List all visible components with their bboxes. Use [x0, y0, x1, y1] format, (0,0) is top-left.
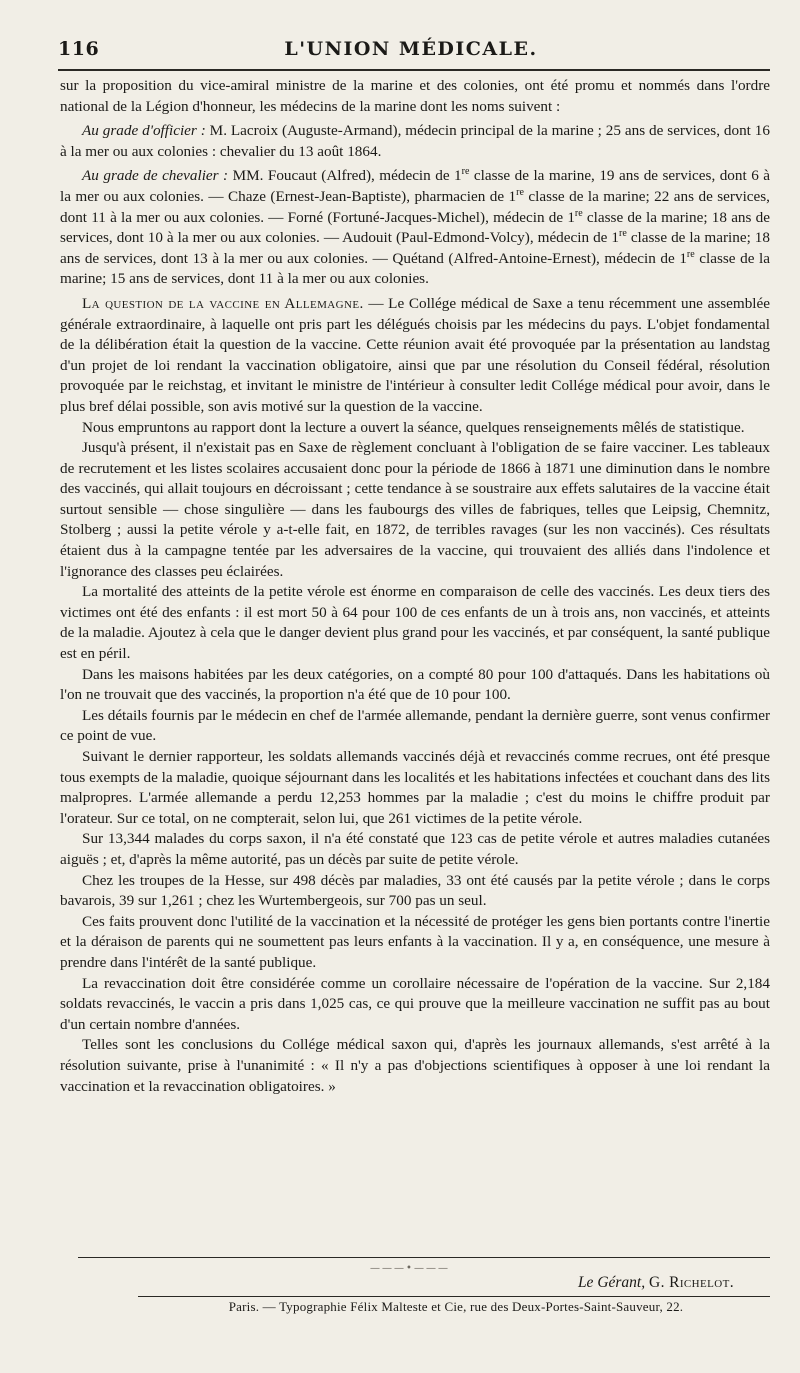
intro-paragraph: sur la proposition du vice-amiral ministre de la marine et des colonies, ont été promu et nommés dans l'ordre national de la Légion d'honneur, les médecins de la marine dont les noms suivent : [60, 77, 770, 115]
page-header [58, 32, 764, 66]
ornament-divider: ———•——— [370, 1263, 450, 1274]
paragraph: Nous empruntons au rapport dont la lecture a ouvert la séance, quelques renseignements mêlés de statistique. [82, 418, 745, 436]
chevalier-text-6: classe de la marine; 15 ans de services, dont 11 à la mer ou aux colonies. [60, 249, 770, 288]
chevalier-label: Au grade de chevalier : [82, 167, 229, 185]
chevalier-paragraph [60, 166, 770, 290]
ordinal-sup: re [619, 228, 627, 240]
signature-label: Le Gérant, [577, 1274, 646, 1291]
officer-text: M. Lacroix (Auguste-Armand), médecin principal de la marine ; 25 ans de services, dont 16 à la mer ou aux colonies : chevalier du 13 août 1864. [60, 122, 770, 160]
body-text [60, 76, 770, 1097]
paragraph: Telles sont les conclusions du Collége médical saxon qui, d'après les journaux allemands, s'est arrêté à la résolution suivante, prise à l'unanimité : « Il n'y a pas d'objections scientifiques à opposer à une loi rendant la vaccination et la revaccination obligatoires. » [60, 1036, 770, 1095]
running-title: L'UNION MÉDICALE. [284, 38, 538, 60]
header-rule [58, 69, 770, 71]
paragraph: Les détails fournis par le médecin en chef de l'armée allemande, pendant la dernière guerre, sont venus confirmer ce point de vue. [60, 706, 770, 745]
chevalier-text-1: MM. Foucaut (Alfred), médecin de 1 [228, 167, 462, 185]
chevalier-text-3: classe de la marine; 22 ans de services, dont 11 à la mer ou aux colonies. — Forné (Fortuné-Jacques-Michel), médecin de 1 [60, 187, 770, 226]
ordinal-sup: re [461, 166, 470, 178]
footer-rule [78, 1257, 770, 1258]
paragraph: Sur 13,344 malades du corps saxon, il n'a été constaté que 123 cas de petite vérole et autres maladies cutanées aiguës ; et, d'après la même autorité, pas un décès par suite de petite vérole. [60, 830, 770, 868]
article-first-paragraph [60, 294, 770, 418]
paragraph: Chez les troupes de la Hesse, sur 498 décès par maladies, 33 ont été causés par la petite vérole ; dans le corps bavarois, 39 sur 1,261 ; chez les Wurtembergeois, sur 700 pas un seul. [60, 871, 770, 910]
paragraph: Ces faits prouvent donc l'utilité de la vaccination et la nécessité de protéger les gens bien portants contre l'inertie et la déraison de parents qui ne soumettent pas leurs enfants à la vaccination. Il y a, en conséquence, une mesure à prendre dans l'intérêt de la santé publique. [60, 912, 770, 971]
signature [578, 1274, 734, 1292]
chevalier-text-5: classe de la marine; 18 ans de services, dont 13 à la mer ou aux colonies. — Quétand (Alfred-Antoine-Ernest), médecin de 1 [60, 229, 770, 267]
article-heading: La question de la vaccine en Allemagne. [82, 294, 364, 312]
ordinal-sup: re [686, 248, 695, 260]
signature-name: G. Richelot. [648, 1274, 734, 1291]
ordinal-sup: re [574, 207, 583, 219]
paragraph: Suivant le dernier rapporteur, les soldats allemands vaccinés déjà et revaccinés comme recrues, ont été presque tous exempts de la maladie, quoique séjournant dans les localités et les habitations infectées et couchant dans des lits malpropres. L'armée allemande a perdu 12,253 hommes par la maladie ; c'est du moins le chiffre produit par l'orateur. Sur ce total, on ne compterait, selon lui, que 261 victimes de la petite vérole. [60, 748, 770, 827]
ordinal-sup: re [516, 186, 524, 198]
paragraph: La revaccination doit être considérée comme un corollaire nécessaire de l'opération de la vaccine. Sur 2,184 soldats revaccinés, le vaccin a pris dans 1,025 cas, ce qui prouve que la meilleure vaccination ne suffit pas au bout d'un certain nombre d'années. [60, 974, 770, 1033]
article-text: — Le Collége médical de Saxe a tenu récemment une assemblée générale extraordinaire, à laquelle ont pris part les délégués choisis par les médecins du pays. L'objet fondamental de la délibération était la question de la vaccine. Cette réunion avait été provoquée par la présentation au landstag d'un projet de loi rendant la vaccination obligatoire, ainsi que par une résolution du Conseil fédéral, résolution provoquée par le reichstag, et invitant le ministre de l'intérieur à consulter ledit Collége médical pour avoir, dans le plus bref délai possible, son avis motivé sur la question de la vaccine. [60, 294, 770, 415]
officer-label: Au grade d'officier : [82, 122, 206, 140]
officer-paragraph [60, 121, 770, 162]
paragraph: La mortalité des atteints de la petite vérole est énorme en comparaison de celle des vaccinés. Les deux tiers des victimes ont été des enfants : il est mort 50 à 64 pour 100 de ces enfants de un à trois ans, non vaccinés, et atteints de la maladie. Ajoutez à cela que le danger devient plus grand pour les vaccinés, et par conséquent, la santé publique est en péril. [60, 583, 770, 663]
printer-imprint: Paris. — Typographie Félix Malteste et Cie, rue des Deux-Portes-Saint-Sauveur, 22. [228, 1299, 684, 1314]
page-number: 116 [58, 38, 100, 60]
imprint-rule [138, 1296, 770, 1297]
chevalier-text-4: classe de la marine; 18 ans de services, dont 10 à la mer ou aux colonies. — Audouit (Paul-Edmond-Volcy), médecin de 1 [60, 208, 770, 247]
paragraph: Jusqu'à présent, il n'existait pas en Saxe de règlement concluant à l'obligation de se faire vacciner. Les tableaux de recrutement et les listes scolaires accusaient donc pour la période de 1866 à 1871 une diminution dans le nombre des vaccinés, qui allait toujours en décroissant ; cette tendance à se soustraire aux effets salutaires de la vaccine était surtout sensible — chose singulière — dans les faubourgs des villes de fabriques, telles que Leipsig, Chemnitz, Stolberg ; aussi la petite vérole y a-t-elle fait, en 1872, de terribles ravages (sur les non vaccinés). Ces résultats étaient dus à la campagne tentée par les adversaires de la vaccine, qui trouvaient des alliés dans l'indolence et l'ignorance des classes peu éclairées. [60, 439, 770, 580]
paragraph: Dans les maisons habitées par les deux catégories, on a compté 80 pour 100 d'attaqués. Dans les habitations où l'on ne trouvait que des vaccinés, la proportion n'a été que de 10 pour 100. [60, 665, 770, 704]
chevalier-text-2: classe de la marine, 19 ans de services, dont 6 à la mer ou aux colonies. — Chaze (Ernest-Jean-Baptiste), pharmacien de 1 [60, 167, 771, 205]
